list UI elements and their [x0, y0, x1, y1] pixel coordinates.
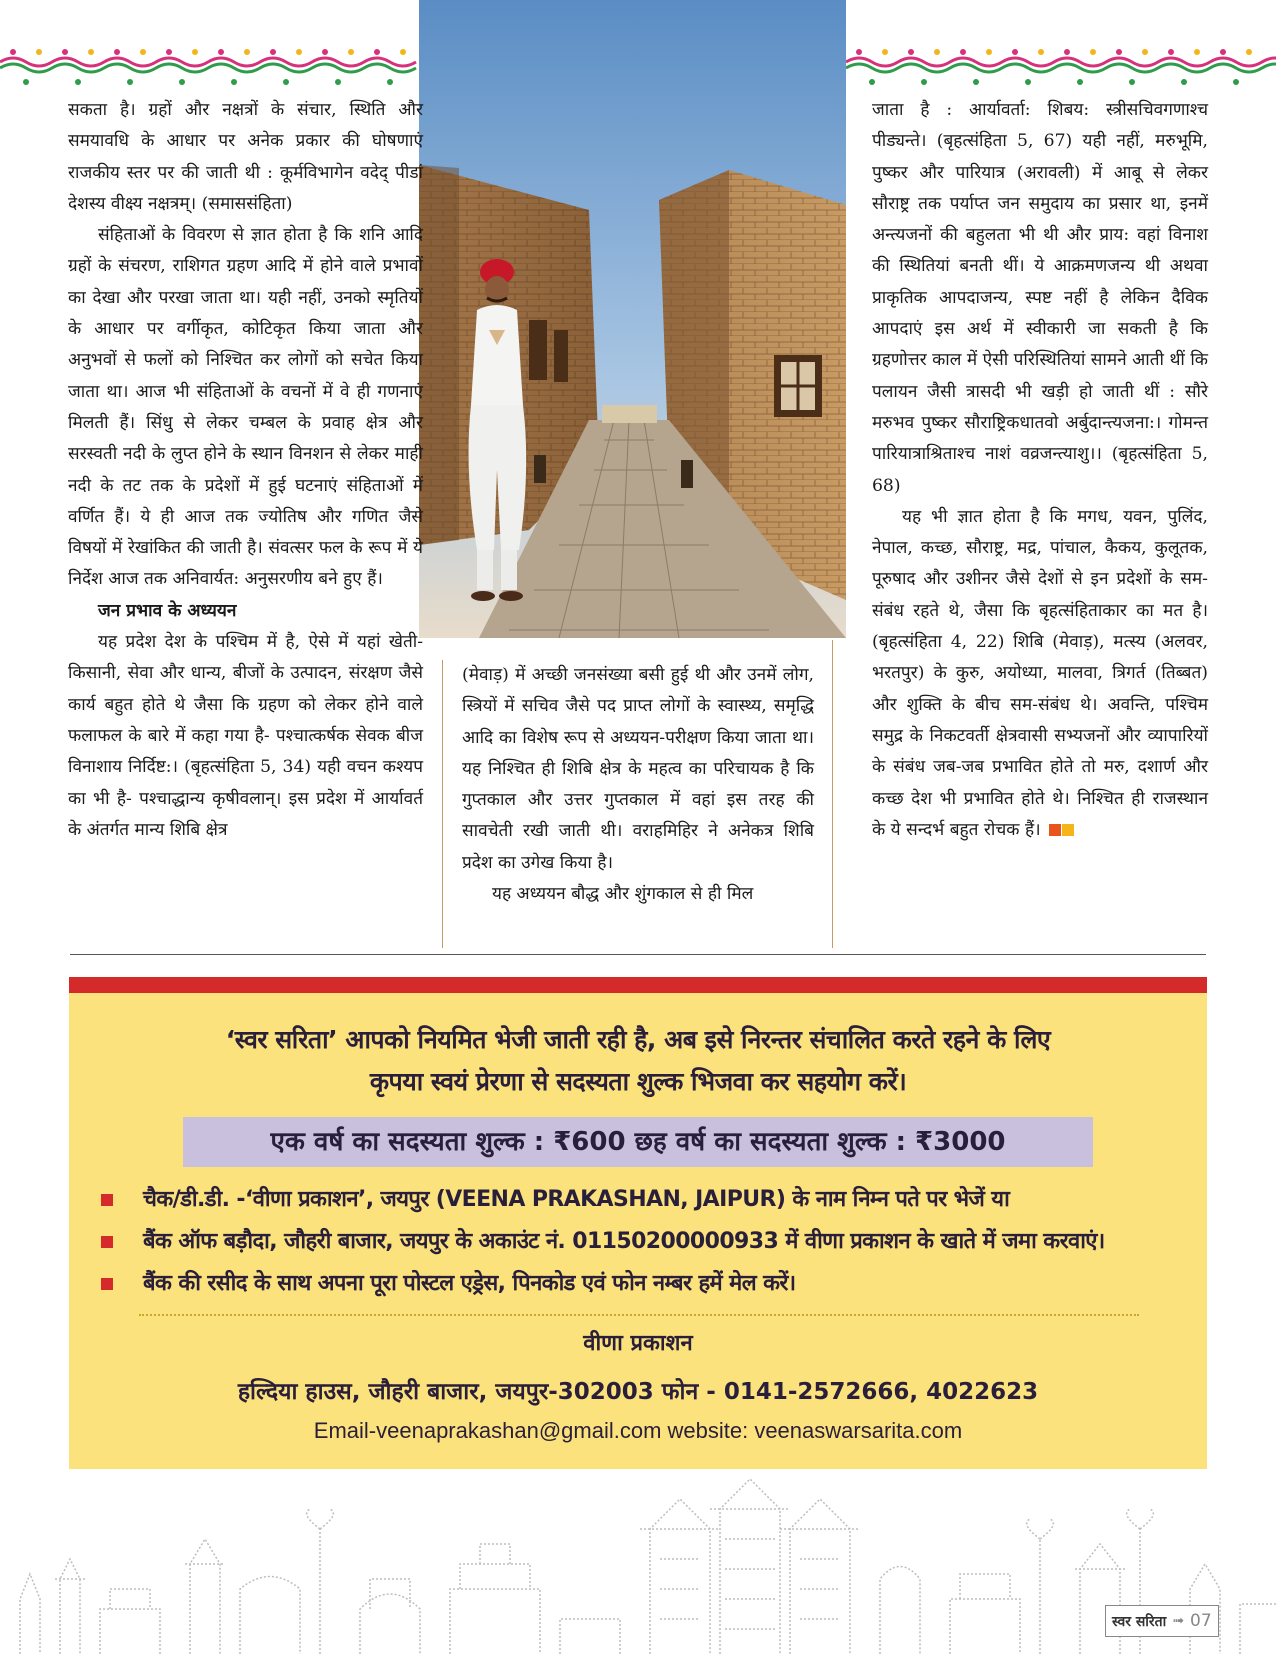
list-item: [101, 1179, 1201, 1221]
article-paragraph: जाता है : आर्यावर्ता: शिबय: स्त्रीसचिवगणाश्च पीड्यन्ते। (बृहत्संहिता 5, 67) यही नहीं, मरुभूमि, पुष्कर और पारियात्र (अरावली) में आबू से लेकर सौराष्ट्र तक पर्याप्त जन समुदाय का प्रसार था, इनमें अन्त्यजनों की बहुलता भी थी और प्राय: वहां विनाश की स्थितियां बनती थीं। ये आक्रमणजन्य थी अथवा प्राकृतिक आपदाजन्य, स्पष्ट नहीं है लेकिन दैविक आपदाएं इस अर्थ में स्वीकारी जा सकती है कि ग्रहणोत्तर काल में ऐसी परिस्थितियां सामने आती थीं कि पलायन जैसी त्रासदी भी खड़ी हो जाती थीं : सौरे मरुभव पुष्कर सौराष्ट्रिकधातवो अर्बुदान्त्यजना:। गोमन्त पारियात्राश्रिताश्च नाशं वव्रजन्त्याशु।। (बृहत्संहिता 5, 68): [872, 100, 1208, 496]
article-column-right: [872, 95, 1208, 846]
article-photo: [419, 0, 846, 638]
notice-top-bar: [69, 977, 1207, 993]
arrow-right-icon: ➟: [1172, 1613, 1184, 1629]
bullet-text: बैंक की रसीद के साथ अपना पूरा पोस्टल एड्रेस, पिनकोड एवं फोन नम्बर हमें मेल करें।: [143, 1271, 796, 1296]
article-column-left: [68, 95, 423, 846]
article-paragraph: (मेवाड़) में अच्छी जनसंख्या बसी हुई थी और उनमें लोग, स्त्रियों में सचिव जैसे पद प्राप्त लोगों के स्वास्थ्य, समृद्धि आदि का विशेष रूप से अध्ययन-परीक्षण किया जाता था। यह निश्चित ही शिबि क्षेत्र के महत्व का परिचायक है कि गुप्तकाल और उत्तर गुप्तकाल में वहां इस तरह की सावचेती रखी जाती थी। वराहमिहिर ने अनेकत्र शिबि प्रदेश का उगेख किया है।: [462, 665, 814, 873]
list-item: [101, 1263, 1201, 1305]
publisher-address: हल्दिया हाउस, जौहरी बाजार, जयपुर-302003 फोन - 0141-2572666, 4022623: [237, 1379, 1039, 1405]
article-paragraph: सकता है। ग्रहों और नक्षत्रों के संचार, स्थिति और समयावधि के आधार पर अनेक प्रकार की घोषणाएं राजकीय स्तर पर की जाती थी : कूर्मविभागेन वदेद् पीडां देशस्य वीक्ष्य नक्षत्रम्। (समाससंहिता): [68, 100, 423, 214]
decorative-border-right: [846, 44, 1276, 94]
end-mark-icon: [1062, 824, 1074, 836]
bullet-text: बैंक ऑफ बड़ौदा, जौहरी बाजार, जयपुर के अकाउंट नं. 01150200000933 में वीणा प्रकाशन के खाते में जमा करवाएं।: [143, 1229, 1105, 1254]
city-skyline-illustration: [0, 1469, 1276, 1654]
article-paragraph: यह प्रदेश देश के पश्चिम में है, ऐसे में यहां खेती-किसानी, सेवा और धान्य, बीजों के उत्पादन, संरक्षण जैसे कार्य बहुत होते थे जैसा कि ग्रहण को लेकर होने वाले फलाफल के बारे में कहा गया है- पश्चात्कर्षक सेवक बीज विनाशाय निर्दिष्ट:। (बृहत्संहिता 5, 34) यही वचन कश्यप का भी है- पश्चाद्धान्य कृषीवलान्। इस प्रदेश में आर्यावर्त के अंतर्गत मान्य शिबि क्षेत्र: [68, 632, 423, 840]
article-paragraph: [872, 502, 1208, 846]
column-rule: [442, 660, 443, 948]
fee-bar: एक वर्ष का सदस्यता शुल्क : ₹600 छह वर्ष का सदस्यता शुल्क : ₹3000: [183, 1117, 1093, 1167]
bullet-square-icon: [101, 1236, 113, 1248]
notice-divider: [139, 1314, 1139, 1316]
bullet-square-icon: [101, 1278, 113, 1290]
end-mark-icon: [1049, 824, 1061, 836]
article-paragraph: संहिताओं के विवरण से ज्ञात होता है कि शनि आदि ग्रहों के संचरण, राशिगत ग्रहण आदि में होने वाले प्रभावों का देखा और परखा जाता था। यही नहीं, उनको स्मृतियों के आधार पर वर्गीकृत, कोटिकृत किया जाता और अनुभवों से फलों को निश्चित कर लोगों को सचेत किया जाता था। आज भी संहिताओं के वचनों में वे ही गणनाएं मिलती हैं। सिंधु से लेकर चम्बल के प्रवाह क्षेत्र और सरस्वती नदी के लुप्त होने के स्थान विनशन से लेकर माही नदी के तट तक के प्रदेशों में हुई घटनाएं संहिताओं में वर्णित हैं। ये ही आज तक ज्योतिष और गणित जैसे विषयों में रेखांकित की जाती है। संवत्सर फल के रूप में ये निर्देश आज तक अनिवार्यत: अनुसरणीय बने हुए हैं।: [68, 225, 423, 590]
page-number: 07: [1190, 1611, 1212, 1631]
magazine-name: स्वर सरिता: [1112, 1613, 1167, 1630]
column-rule: [832, 640, 833, 948]
section-divider: [70, 954, 1206, 955]
article-paragraph-text: यह भी ज्ञात होता है कि मगध, यवन, पुलिंद, नेपाल, कच्छ, सौराष्ट्र, मद्र, पांचाल, कैकय, कुलूतक, पूरुषाद और उशीनर जैसे देशों से इन प्रदेशों के सम-संबंध रहते थे, जैसा कि बृहत्संहिताकार का मत है। (बृहत्संहिता 4, 22) शिबि (मेवाड़), मत्स्य (अलवर, भरतपुर) के कुरु, अयोध्या, मालवा, त्रिगर्त (तिब्बत) और शुक्ति के बीच सम-संबंध थे। अवन्ति, पश्चिम समुद्र के निकटवर्ती क्षेत्रवासी सभ्यजनों और व्यापारियों के संबंध जब-जब प्रभावित होते तो मरु, दशार्ण और कच्छ देश भी प्रभावित होते थे। निश्चित ही राजस्थान के ये सन्दर्भ बहुत रोचक हैं।: [872, 506, 1208, 840]
subscription-notice: [69, 977, 1207, 1469]
bullet-square-icon: [101, 1194, 113, 1206]
decorative-border-left: [0, 44, 418, 94]
article-paragraph: यह अध्ययन बौद्ध और शुंगकाल से ही मिल: [492, 884, 754, 905]
notice-headline: कृपया स्वयं प्रेरणा से सदस्यता शुल्क भिजवा कर सहयोग करें।: [369, 1067, 907, 1096]
bullet-text: चैक/डी.डी. -‘वीणा प्रकाशन’, जयपुर (VEENA PRAKASHAN, JAIPUR) के नाम निम्न पते पर भेजें या: [143, 1187, 1010, 1212]
article-column-middle: [462, 660, 814, 910]
page-footer-tag: [1105, 1605, 1219, 1637]
article-subheading: जन प्रभाव के अध्ययन: [98, 600, 237, 621]
list-item: [101, 1221, 1201, 1263]
notice-bullets: [101, 1179, 1201, 1305]
notice-headline: ‘स्वर सरिता’ आपको नियमित भेजी जाती रही है, अब इसे निरन्तर संचालित करते रहने के लिए: [225, 1025, 1051, 1054]
publisher-name: वीणा प्रकाशन: [583, 1331, 693, 1356]
publisher-contact: Email-veenaprakashan@gmail.com website: veenaswarsarita.com: [313, 1418, 963, 1443]
